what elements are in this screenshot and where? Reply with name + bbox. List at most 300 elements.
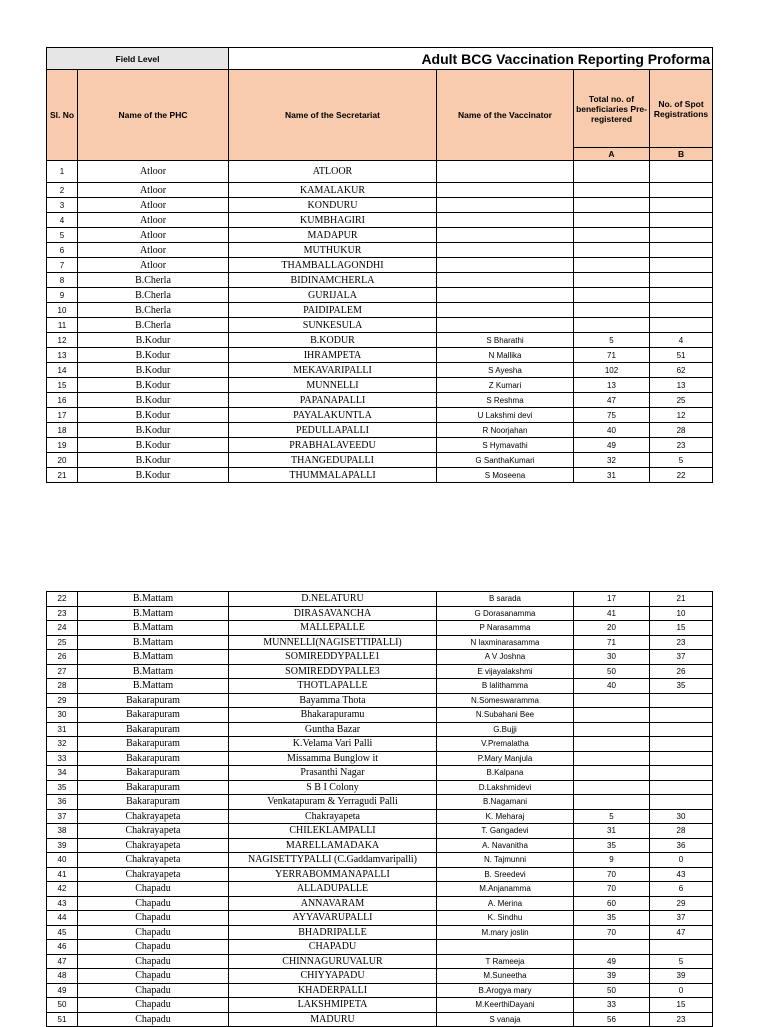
cell-total xyxy=(574,751,650,766)
cell-slno: 48 xyxy=(47,969,78,984)
cell-slno: 6 xyxy=(47,243,78,258)
cell-spot xyxy=(650,722,713,737)
cell-secretariat: S B I Colony xyxy=(229,780,437,795)
table-row xyxy=(47,882,713,897)
cell-secretariat: THOTLAPALLE xyxy=(229,679,437,694)
cell-vaccinator: B.Kalpana xyxy=(437,766,574,781)
cell-phc: B.Cherla xyxy=(78,273,229,288)
cell-spot: 21 xyxy=(650,592,713,607)
cell-vaccinator: M.Anjanamma xyxy=(437,882,574,897)
cell-vaccinator: A. Merina xyxy=(437,896,574,911)
cell-slno: 50 xyxy=(47,998,78,1013)
page-title: Adult BCG Vaccination Reporting Proforma xyxy=(229,48,713,70)
cell-spot xyxy=(650,161,713,183)
cell-slno: 45 xyxy=(47,925,78,940)
cell-slno: 25 xyxy=(47,635,78,650)
cell-spot: 51 xyxy=(650,348,713,363)
table-row xyxy=(47,453,713,468)
cell-slno: 46 xyxy=(47,940,78,955)
table-row xyxy=(47,925,713,940)
cell-secretariat: Missamma Bunglow it xyxy=(229,751,437,766)
cell-secretariat: CHILEKLAMPALLI xyxy=(229,824,437,839)
table-row xyxy=(47,423,713,438)
cell-vaccinator: M.Suneetha xyxy=(437,969,574,984)
col-header-vaccinator: Name of the Vaccinator xyxy=(437,70,574,161)
table-row xyxy=(47,838,713,853)
cell-secretariat: PAPANAPALLI xyxy=(229,393,437,408)
cell-vaccinator xyxy=(437,243,574,258)
cell-spot xyxy=(650,708,713,723)
cell-secretariat: LAKSHMIPETA xyxy=(229,998,437,1013)
table-row xyxy=(47,468,713,483)
cell-spot: 43 xyxy=(650,867,713,882)
cell-total: 30 xyxy=(574,650,650,665)
cell-secretariat: MUTHUKUR xyxy=(229,243,437,258)
cell-phc: Chapadu xyxy=(78,969,229,984)
cell-vaccinator: U Lakshmi devi xyxy=(437,408,574,423)
cell-spot: 39 xyxy=(650,969,713,984)
cell-spot: 23 xyxy=(650,1012,713,1027)
cell-secretariat: B.KODUR xyxy=(229,333,437,348)
cell-total: 60 xyxy=(574,896,650,911)
cell-secretariat: YERRABOMMANAPALLI xyxy=(229,867,437,882)
table-row xyxy=(47,809,713,824)
cell-secretariat: Chakrayapeta xyxy=(229,809,437,824)
cell-slno: 34 xyxy=(47,766,78,781)
cell-secretariat: BIDINAMCHERLA xyxy=(229,273,437,288)
cell-slno: 41 xyxy=(47,867,78,882)
cell-slno: 51 xyxy=(47,1012,78,1027)
table-row xyxy=(47,408,713,423)
table-row xyxy=(47,183,713,198)
table-row xyxy=(47,911,713,926)
cell-spot: 37 xyxy=(650,650,713,665)
cell-phc: Bakarapuram xyxy=(78,737,229,752)
cell-secretariat: Guntha Bazar xyxy=(229,722,437,737)
cell-vaccinator: Z Kumari xyxy=(437,378,574,393)
table-row xyxy=(47,606,713,621)
cell-vaccinator: N laxminarasamma xyxy=(437,635,574,650)
cell-slno: 30 xyxy=(47,708,78,723)
table-row xyxy=(47,824,713,839)
table-row xyxy=(47,679,713,694)
table-row xyxy=(47,940,713,955)
cell-phc: Atloor xyxy=(78,258,229,273)
cell-total xyxy=(574,693,650,708)
cell-slno: 26 xyxy=(47,650,78,665)
cell-vaccinator xyxy=(437,228,574,243)
cell-spot: 35 xyxy=(650,679,713,694)
table-row xyxy=(47,983,713,998)
cell-total xyxy=(574,795,650,810)
cell-secretariat: Bhakarapuramu xyxy=(229,708,437,723)
cell-vaccinator: K. Meharaj xyxy=(437,809,574,824)
table-row xyxy=(47,896,713,911)
cell-slno: 11 xyxy=(47,318,78,333)
cell-slno: 13 xyxy=(47,348,78,363)
cell-spot xyxy=(650,288,713,303)
table-row xyxy=(47,258,713,273)
cell-slno: 35 xyxy=(47,780,78,795)
table-row xyxy=(47,693,713,708)
cell-slno: 20 xyxy=(47,453,78,468)
cell-phc: Chapadu xyxy=(78,940,229,955)
cell-phc: Bakarapuram xyxy=(78,751,229,766)
table-row xyxy=(47,363,713,378)
cell-total: 70 xyxy=(574,867,650,882)
cell-total: 49 xyxy=(574,438,650,453)
table-row xyxy=(47,635,713,650)
cell-total: 56 xyxy=(574,1012,650,1027)
cell-phc: B.Mattam xyxy=(78,650,229,665)
cell-phc: B.Kodur xyxy=(78,423,229,438)
cell-phc: B.Kodur xyxy=(78,333,229,348)
cell-slno: 32 xyxy=(47,737,78,752)
cell-phc: B.Kodur xyxy=(78,438,229,453)
cell-secretariat: D.NELATURU xyxy=(229,592,437,607)
cell-vaccinator: B.Nagamani xyxy=(437,795,574,810)
cell-vaccinator: B lalithamma xyxy=(437,679,574,694)
cell-secretariat: PEDULLAPALLI xyxy=(229,423,437,438)
cell-secretariat: MALLEPALLE xyxy=(229,621,437,636)
cell-phc: Bakarapuram xyxy=(78,780,229,795)
cell-phc: B.Cherla xyxy=(78,318,229,333)
cell-total xyxy=(574,243,650,258)
cell-slno: 43 xyxy=(47,896,78,911)
cell-secretariat: AYYAVARUPALLI xyxy=(229,911,437,926)
table-row xyxy=(47,664,713,679)
cell-spot: 6 xyxy=(650,882,713,897)
cell-total xyxy=(574,213,650,228)
cell-phc: B.Kodur xyxy=(78,348,229,363)
cell-phc: B.Cherla xyxy=(78,303,229,318)
table-row xyxy=(47,318,713,333)
cell-phc: B.Mattam xyxy=(78,679,229,694)
cell-spot xyxy=(650,258,713,273)
table-row xyxy=(47,708,713,723)
cell-slno: 15 xyxy=(47,378,78,393)
cell-phc: Chapadu xyxy=(78,954,229,969)
cell-spot: 5 xyxy=(650,453,713,468)
cell-spot: 37 xyxy=(650,911,713,926)
cell-secretariat: MUNNELLI(NAGISETTIPALLI) xyxy=(229,635,437,650)
cell-total xyxy=(574,940,650,955)
table-row xyxy=(47,288,713,303)
cell-total: 39 xyxy=(574,969,650,984)
cell-vaccinator: T. Gangadevi xyxy=(437,824,574,839)
cell-total: 70 xyxy=(574,925,650,940)
reporting-table-2 xyxy=(46,591,713,1027)
cell-spot: 26 xyxy=(650,664,713,679)
cell-secretariat: Prasanthi Nagar xyxy=(229,766,437,781)
cell-vaccinator: B. Sreedevi xyxy=(437,867,574,882)
cell-phc: Chakrayapeta xyxy=(78,824,229,839)
cell-slno: 9 xyxy=(47,288,78,303)
cell-total: 31 xyxy=(574,824,650,839)
cell-vaccinator: S Hymavathi xyxy=(437,438,574,453)
col-header-secretariat: Name of the Secretariat xyxy=(229,70,437,161)
cell-secretariat: PAIDIPALEM xyxy=(229,303,437,318)
cell-vaccinator: P.Mary Manjula xyxy=(437,751,574,766)
cell-phc: Bakarapuram xyxy=(78,766,229,781)
cell-spot: 15 xyxy=(650,621,713,636)
table-row xyxy=(47,795,713,810)
table-row xyxy=(47,198,713,213)
cell-spot xyxy=(650,303,713,318)
col-header-slno: Sl. No xyxy=(47,70,78,161)
cell-phc: Chapadu xyxy=(78,896,229,911)
cell-secretariat: MARELLAMADAKA xyxy=(229,838,437,853)
cell-phc: B.Kodur xyxy=(78,408,229,423)
cell-phc: B.Mattam xyxy=(78,635,229,650)
cell-slno: 24 xyxy=(47,621,78,636)
cell-total xyxy=(574,722,650,737)
cell-secretariat: MADAPUR xyxy=(229,228,437,243)
cell-vaccinator xyxy=(437,161,574,183)
cell-vaccinator: T Rameeja xyxy=(437,954,574,969)
cell-secretariat: MADURU xyxy=(229,1012,437,1027)
cell-secretariat: Bayamma Thota xyxy=(229,693,437,708)
cell-phc: Chakrayapeta xyxy=(78,809,229,824)
cell-total: 41 xyxy=(574,606,650,621)
cell-secretariat: K.Velama Vari Palli xyxy=(229,737,437,752)
cell-phc: Atloor xyxy=(78,198,229,213)
cell-spot: 22 xyxy=(650,468,713,483)
cell-secretariat: KONDURU xyxy=(229,198,437,213)
cell-secretariat: BHADRIPALLE xyxy=(229,925,437,940)
cell-phc: Atloor xyxy=(78,228,229,243)
cell-total: 49 xyxy=(574,954,650,969)
cell-vaccinator: S Bharathi xyxy=(437,333,574,348)
cell-total: 71 xyxy=(574,635,650,650)
cell-vaccinator: V.Premalatha xyxy=(437,737,574,752)
cell-secretariat: SOMIREDDYPALLE1 xyxy=(229,650,437,665)
cell-vaccinator: R Noorjahan xyxy=(437,423,574,438)
cell-phc: Bakarapuram xyxy=(78,693,229,708)
cell-secretariat: ALLADUPALLE xyxy=(229,882,437,897)
table-row xyxy=(47,348,713,363)
cell-total: 40 xyxy=(574,423,650,438)
cell-vaccinator xyxy=(437,318,574,333)
cell-vaccinator: P Narasamma xyxy=(437,621,574,636)
cell-total xyxy=(574,258,650,273)
cell-slno: 4 xyxy=(47,213,78,228)
cell-spot: 10 xyxy=(650,606,713,621)
cell-secretariat: SUNKESULA xyxy=(229,318,437,333)
cell-vaccinator xyxy=(437,288,574,303)
cell-phc: Chapadu xyxy=(78,911,229,926)
cell-slno: 33 xyxy=(47,751,78,766)
table-row xyxy=(47,737,713,752)
cell-phc: B.Kodur xyxy=(78,393,229,408)
cell-slno: 18 xyxy=(47,423,78,438)
cell-spot xyxy=(650,198,713,213)
cell-slno: 22 xyxy=(47,592,78,607)
cell-phc: Bakarapuram xyxy=(78,722,229,737)
cell-phc: Atloor xyxy=(78,161,229,183)
cell-slno: 7 xyxy=(47,258,78,273)
cell-phc: B.Mattam xyxy=(78,606,229,621)
cell-spot xyxy=(650,228,713,243)
cell-slno: 2 xyxy=(47,183,78,198)
cell-slno: 8 xyxy=(47,273,78,288)
cell-phc: Chapadu xyxy=(78,882,229,897)
reporting-table-1 xyxy=(46,47,713,483)
cell-total xyxy=(574,303,650,318)
cell-phc: Chakrayapeta xyxy=(78,838,229,853)
cell-total xyxy=(574,766,650,781)
cell-slno: 3 xyxy=(47,198,78,213)
cell-vaccinator: S Ayesha xyxy=(437,363,574,378)
cell-total xyxy=(574,737,650,752)
cell-total xyxy=(574,780,650,795)
cell-vaccinator: S vanaja xyxy=(437,1012,574,1027)
cell-total: 71 xyxy=(574,348,650,363)
cell-secretariat: CHINNAGURUVALUR xyxy=(229,954,437,969)
cell-secretariat: IHRAMPETA xyxy=(229,348,437,363)
table-row xyxy=(47,621,713,636)
cell-total xyxy=(574,228,650,243)
cell-spot: 62 xyxy=(650,363,713,378)
cell-spot: 15 xyxy=(650,998,713,1013)
col-header-a: A xyxy=(574,148,650,161)
cell-total: 5 xyxy=(574,333,650,348)
cell-phc: B.Kodur xyxy=(78,453,229,468)
cell-spot xyxy=(650,243,713,258)
cell-slno: 28 xyxy=(47,679,78,694)
cell-secretariat: NAGISETTYPALLI (C.Gaddamvaripalli) xyxy=(229,853,437,868)
cell-secretariat: THAMBALLAGONDHI xyxy=(229,258,437,273)
table-row xyxy=(47,213,713,228)
cell-phc: Bakarapuram xyxy=(78,708,229,723)
table-row xyxy=(47,438,713,453)
cell-total: 32 xyxy=(574,453,650,468)
cell-vaccinator xyxy=(437,183,574,198)
cell-total: 50 xyxy=(574,664,650,679)
col-header-total: Total no. of beneficiaries Pre-registered xyxy=(574,70,650,148)
cell-slno: 17 xyxy=(47,408,78,423)
cell-secretariat: ATLOOR xyxy=(229,161,437,183)
table-row xyxy=(47,333,713,348)
cell-spot: 28 xyxy=(650,824,713,839)
cell-total: 9 xyxy=(574,853,650,868)
cell-secretariat: CHAPADU xyxy=(229,940,437,955)
cell-total: 17 xyxy=(574,592,650,607)
cell-vaccinator: N. Tajmunni xyxy=(437,853,574,868)
cell-vaccinator: M.mary joslin xyxy=(437,925,574,940)
table-row xyxy=(47,867,713,882)
cell-vaccinator xyxy=(437,213,574,228)
cell-spot xyxy=(650,318,713,333)
cell-vaccinator: N.Subahani Bee xyxy=(437,708,574,723)
cell-phc: Atloor xyxy=(78,183,229,198)
cell-phc: B.Kodur xyxy=(78,363,229,378)
table-row xyxy=(47,378,713,393)
cell-secretariat: CHIYYAPADU xyxy=(229,969,437,984)
cell-spot: 30 xyxy=(650,809,713,824)
cell-phc: B.Mattam xyxy=(78,592,229,607)
cell-total: 75 xyxy=(574,408,650,423)
cell-total: 31 xyxy=(574,468,650,483)
cell-total: 35 xyxy=(574,838,650,853)
cell-spot: 47 xyxy=(650,925,713,940)
cell-phc: B.Mattam xyxy=(78,664,229,679)
cell-secretariat: KUMBHAGIRI xyxy=(229,213,437,228)
cell-total: 47 xyxy=(574,393,650,408)
cell-phc: Chapadu xyxy=(78,925,229,940)
col-header-b: B xyxy=(650,148,713,161)
cell-phc: B.Cherla xyxy=(78,288,229,303)
col-header-spot: No. of Spot Registrations xyxy=(650,70,713,148)
cell-spot: 28 xyxy=(650,423,713,438)
cell-spot: 13 xyxy=(650,378,713,393)
cell-vaccinator: N Mallika xyxy=(437,348,574,363)
cell-spot: 0 xyxy=(650,853,713,868)
field-level-label: Field Level xyxy=(47,48,229,70)
cell-slno: 5 xyxy=(47,228,78,243)
cell-vaccinator: S Moseena xyxy=(437,468,574,483)
cell-vaccinator: G Dorasanamma xyxy=(437,606,574,621)
table-row xyxy=(47,243,713,258)
cell-total xyxy=(574,318,650,333)
cell-total: 13 xyxy=(574,378,650,393)
cell-total: 33 xyxy=(574,998,650,1013)
cell-slno: 19 xyxy=(47,438,78,453)
cell-spot xyxy=(650,766,713,781)
table-row xyxy=(47,273,713,288)
table-row xyxy=(47,751,713,766)
cell-spot: 36 xyxy=(650,838,713,853)
cell-secretariat: ANNAVARAM xyxy=(229,896,437,911)
cell-total xyxy=(574,273,650,288)
cell-total: 102 xyxy=(574,363,650,378)
table-row xyxy=(47,954,713,969)
cell-total: 35 xyxy=(574,911,650,926)
cell-total xyxy=(574,198,650,213)
cell-slno: 42 xyxy=(47,882,78,897)
cell-slno: 27 xyxy=(47,664,78,679)
cell-vaccinator xyxy=(437,273,574,288)
cell-spot xyxy=(650,213,713,228)
cell-slno: 10 xyxy=(47,303,78,318)
cell-slno: 16 xyxy=(47,393,78,408)
table-row xyxy=(47,161,713,183)
table-row xyxy=(47,228,713,243)
cell-spot xyxy=(650,940,713,955)
cell-spot xyxy=(650,737,713,752)
cell-vaccinator: M.KeerthiDayani xyxy=(437,998,574,1013)
cell-phc: B.Kodur xyxy=(78,468,229,483)
cell-spot xyxy=(650,795,713,810)
cell-spot: 23 xyxy=(650,635,713,650)
cell-spot: 4 xyxy=(650,333,713,348)
cell-phc: Chapadu xyxy=(78,1012,229,1027)
cell-phc: B.Kodur xyxy=(78,378,229,393)
cell-secretariat: KAMALAKUR xyxy=(229,183,437,198)
cell-vaccinator xyxy=(437,940,574,955)
cell-spot xyxy=(650,693,713,708)
cell-spot: 5 xyxy=(650,954,713,969)
table-row xyxy=(47,780,713,795)
cell-total xyxy=(574,161,650,183)
cell-slno: 1 xyxy=(47,161,78,183)
cell-total: 50 xyxy=(574,983,650,998)
cell-spot: 25 xyxy=(650,393,713,408)
cell-secretariat: DIRASAVANCHA xyxy=(229,606,437,621)
table-row xyxy=(47,592,713,607)
table-row xyxy=(47,303,713,318)
cell-secretariat: PRABHALAVEEDU xyxy=(229,438,437,453)
